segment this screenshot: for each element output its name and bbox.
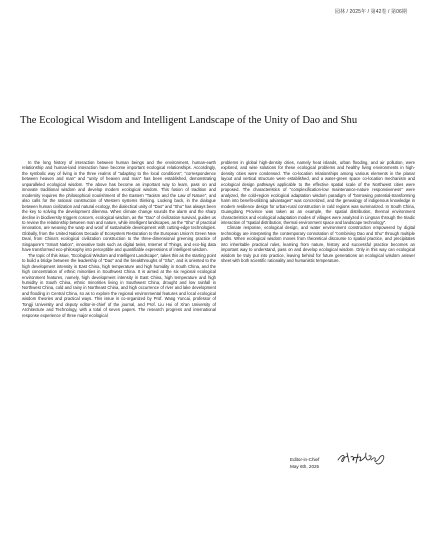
article-title: The Ecological Wisdom and Intelligent Landscape of the Unity of Dao and Shu — [20, 115, 358, 126]
editor-role: Editor-in-Chief — [290, 457, 320, 462]
handwritten-signature — [336, 448, 388, 468]
body-paragraph: The topic of this issue, "Ecological Wisdom and Intelligent Landscape", takes this as the starting point to build a bridge between the leadership of "Dao" and the breakthroughs of "Shu", and is oriented to the high development intensity in East China, high temperature and high humidity in South China, and the high concentration of ethnic minorities in Southwest China. It is aimed at the six regional ecological environment features, namely, high development intensity in East China, high temperature and high humidity in South China, ethnic minorities living in Southwest China, drought and low rainfall in Northwest China, cold and rainy in Northeast China, and high occurrence of river and lake development and flooding in Central China, so as to explore the regional environmental features and local ecological wisdom theories and practical ways. This issue is co-organized by Prof. Wang Yuncai, professor of Tongji University and deputy editor-in-chief of the journal, and Prof. Liu Hui of Xi'an University of Architecture and Technology, with a total of seven papers. The research progress and international response experience of three major ecological — [22, 252, 216, 318]
journal-header: 园林 / 2025年 / 第42卷 / 第06期 — [334, 9, 407, 15]
signoff-block — [290, 456, 319, 470]
body-paragraph: Climate response, ecological design, and water environment construction empowered by digital technology are interpreting the contemporary connotation of "combining Dao and Shu" through multiple paths. When ecological wisdom moves from theoretical discourse to spatial practice, and precipitates into inheritable practical rules, learning from nature, history and successful practice becomes an important way to understand, pass on and develop ecological wisdom. Only in this way can ecological wisdom be truly put into practice, leaving behind for future generations an ecological wisdom answer sheet with both scientific rationality and humanistic temperature. — [221, 225, 415, 264]
body-paragraph: problems in global high-density cities, namely heat islands, urban flooding, and air pollution, were explored, and wise solutions for these ecological problems and healthy living environments in high-density cities were condensed. The co-location relationships among various elements in the planar layout and vertical structure were established, and a water-green space co-location mechanism and ecological design pathways applicable to the effective spatial scale of the Northwest cities were proposed. The characteristics of "complexification-low maintenance-nature responsiveness" were analyzed, the cold-region ecological adaptation wisdom paradigm of "borrowing potential-transforming harm into benefit-utilizing advantages" was concretized, and the genealogy of indigenous knowledge in modern resilience design for urban-rural construction in cold regions was summarized. In South China, Guangdong Province was taken as an example, the spatial distribution, thermal environment characteristics and ecological adaptation modes of villages were analyzed in Lingnan through the triadic interaction of "spatial distribution, thermal environment space and landscape technology". — [221, 160, 415, 225]
signoff-date: May 6th, 2025 — [290, 464, 320, 469]
left-column — [22, 160, 216, 318]
right-column — [221, 160, 415, 264]
body-paragraph: In the long history of interaction between human beings and the environment, human-earth relationship and human-land interaction have become important ecological relationships. Accordingly, the symbolic way of living in the three realms of "adapting to the local conditions", "correspondence between heaven and man" and "unity of heaven and man" has been established, demonstrating unparalleled ecological wisdom. The above has become an important way to learn, pass on and innovate traditional wisdom and develop modern ecological wisdom. This fusion of tradition and modernity requires the philosophical nourishment of the Eastern "Taoism and the Law of Nature", and also calls for the rational construction of Western systems thinking. Looking back, in the dialogue between human civilization and natural ecology, the dialectical unity of "Dao" and "Shu" has always been the key to solving the development dilemma. When climate change sounds the alarm and the sharp decline in biodiversity triggers concern, ecological wisdom, as the "Dao" of civilization survival, guides us to review the relationship between man and nature, while intelligent landscapes, as the "Shu" of practical innovation, are weaving the warp and woof of sustainable development with cutting-edge technologies. Globally, from the United Nations Decade of Ecosystem Restoration to the European Union's Green New Deal, from China's ecological civilization construction to the three-dimensional greening practice of Singapore's "Smart Nation", innovative tools such as digital twins, Internet of Things, and eco-big data have transformed eco-philosophy into perceptible and quantifiable expressions of intelligent wisdom. — [22, 160, 216, 253]
